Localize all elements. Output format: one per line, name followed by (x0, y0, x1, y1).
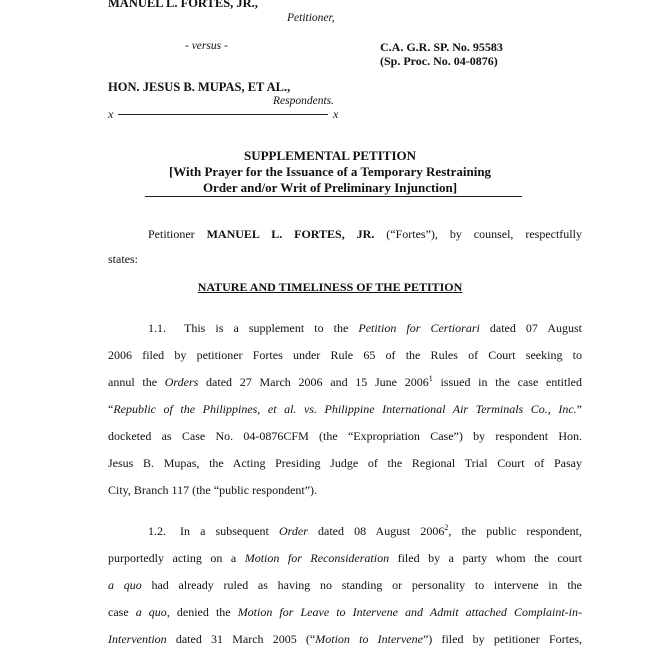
para-text-italic: a quo (108, 578, 142, 592)
caption-x-left: x (108, 107, 114, 121)
para1-line-6: Jesus B. Mupas, the Acting Presiding Judge of the Regional Trial Court of Pasay (108, 456, 582, 470)
para2-line-1 (148, 523, 582, 539)
para1-line-2: 2006 filed by petitioner Fortes under Rule 65 of the Rules of Court seeking to (108, 348, 582, 362)
para-text-italic: Petition for Certiorari (358, 321, 480, 335)
para-text: , the public respondent, (448, 524, 582, 538)
para1-line-5: docketed as Case No. 04-0876CFM (the “Expropriation Case”) by respondent Hon. (108, 429, 582, 443)
para-text-italic: Motion for Reconsideration (244, 551, 390, 565)
section-heading-text: NATURE AND TIMELINESS OF THE PETITION (197, 280, 463, 294)
para-text: had already ruled as having no standing or personality to intervene in the (141, 578, 583, 592)
proceeding-number: (Sp. Proc. No. 04-0876) (380, 54, 498, 68)
para1-line-7: City, Branch 117 (the “public respondent”). (108, 483, 318, 497)
caption-divider (118, 114, 328, 115)
para-text: purportedly acting on a (108, 551, 245, 565)
para-text: dated 27 March 2006 and 15 June 2006 (198, 375, 429, 389)
caption-x-right: x (333, 107, 339, 121)
para-text: , denied the (166, 605, 238, 619)
para-text: annul the (108, 375, 165, 389)
para-text: “ (108, 402, 114, 416)
para2-line-4 (108, 604, 582, 620)
intro-petitioner-name: MANUEL L. FORTES, JR. (206, 227, 375, 241)
para-text: This is a supplement to the (184, 321, 359, 335)
intro-text: (“Fortes”), by counsel, respectfully (374, 227, 582, 241)
para2-line-3 (108, 577, 582, 593)
para2-line-5 (108, 631, 582, 647)
para-text-italic: Motion for Leave to Intervene and Admit attached Complaint-in- (237, 605, 582, 619)
case-title-italic: Republic of the Philippines, et al. vs. Philippine International Air Terminals Co., Inc. (113, 402, 577, 416)
para1-line-4 (108, 401, 582, 417)
para-text-italic: a quo (135, 605, 167, 619)
para-text: case (108, 605, 136, 619)
para-text: dated 31 March 2005 (“ (166, 632, 316, 646)
footnote-ref: 2 (444, 523, 449, 532)
respondent-name: HON. JESUS B. MUPAS, ET AL., (108, 80, 291, 94)
section-heading (130, 280, 530, 295)
document-subtitle-line2: Order and/or Writ of Preliminary Injunction] (202, 180, 458, 195)
para-text-italic: Order (279, 524, 308, 538)
petitioner-role: Petitioner, (287, 12, 335, 24)
intro-text: Petitioner (148, 227, 207, 241)
versus-label: - versus - (185, 40, 228, 52)
petitioner-name: MANUEL L. FORTES, JR., (108, 0, 258, 10)
para-text: ” (576, 402, 582, 416)
para-text: dated 07 August (479, 321, 583, 335)
document-title: SUPPLEMENTAL PETITION (243, 148, 417, 163)
para2-line-2 (108, 550, 582, 566)
document-subtitle-line1: [With Prayer for the Issuance of a Temporary Restraining (168, 164, 492, 179)
para-text: ”) filed by petitioner Fortes, (422, 632, 582, 646)
title-underline (145, 196, 522, 197)
para-text-italic: Orders (164, 375, 199, 389)
para-text: issued in the case entitled (432, 375, 582, 389)
intro-line-1 (148, 226, 582, 242)
para-text: dated 08 August 2006 (307, 524, 445, 538)
para2-number: 1.2. (148, 524, 166, 538)
para-text-italic: Motion to Intervene (315, 632, 423, 646)
para1-line-1 (148, 320, 582, 336)
para-text: filed by a party whom the court (389, 551, 582, 565)
para-text-italic: Intervention (108, 632, 167, 646)
para1-number: 1.1. (148, 321, 166, 335)
para-text: In a subsequent (180, 524, 279, 538)
intro-line-2: states: (108, 252, 138, 266)
footnote-ref: 1 (428, 374, 433, 383)
case-number: C.A. G.R. SP. No. 95583 (380, 40, 503, 54)
respondent-role: Respondents. (273, 95, 335, 107)
para1-line-3 (108, 374, 582, 390)
